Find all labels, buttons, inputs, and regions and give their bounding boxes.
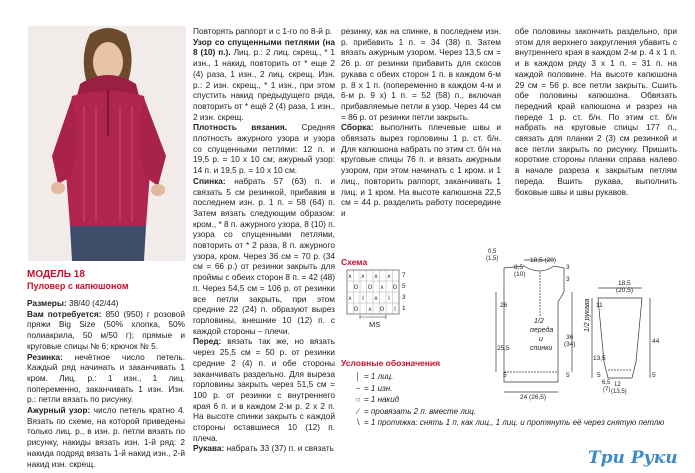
svg-text:∧: ∧ bbox=[347, 273, 353, 280]
sizes-text: 38/40 (42/44) bbox=[66, 298, 119, 308]
body-dim-top-left-2: (1,5) bbox=[486, 256, 499, 262]
svg-text:∧: ∧ bbox=[373, 273, 379, 280]
svg-text:O: O bbox=[379, 306, 385, 313]
body-dim-left-26: 26 bbox=[500, 302, 508, 309]
body-label-half: 1/2 bbox=[534, 318, 544, 325]
body-dim-shoulder-2: (10) bbox=[514, 271, 526, 278]
column-1 bbox=[27, 269, 185, 469]
svg-text:∧: ∧ bbox=[373, 295, 379, 302]
schema-title: Схема bbox=[341, 257, 368, 267]
svg-text:∧: ∧ bbox=[386, 273, 392, 280]
materials-text: 850 (950) г розовой пряжи Big Size (50% хлопка, 50% полиакрила, 50 м/50 г); прямые и круговые спицы № 6; крючок № 5. bbox=[27, 308, 185, 351]
svg-text:I: I bbox=[362, 295, 364, 302]
density-label: Плотность вязания. bbox=[193, 122, 288, 133]
legend-item-skp: ∖ = 1 протяжка: снять 1 п. как лиц., 1 лиц. и протянуть её через снятую петлю bbox=[352, 417, 664, 429]
density-paragraph bbox=[193, 122, 335, 176]
column-4 bbox=[515, 26, 677, 197]
model-title: МОДЕЛЬ 18 bbox=[27, 269, 85, 280]
assembly-label: Сборка: bbox=[341, 122, 374, 133]
yarn-over-symbol-icon: ○ bbox=[355, 395, 361, 404]
chart-row-5: 5 bbox=[402, 283, 406, 290]
body-dim-right-34: (34) bbox=[564, 341, 576, 348]
legend-item-purl: − = 1 изн. bbox=[352, 383, 664, 395]
materials-paragraph bbox=[27, 309, 185, 352]
purl-symbol-icon: − bbox=[355, 383, 361, 393]
body-dim-right-36: 36 bbox=[566, 334, 574, 341]
model-subtitle: Пуловер с капюшоном bbox=[27, 281, 129, 291]
drop-stitch-text: Лиц. р.: 2 лиц. скрещ., * 1 изн., 1 накид, повторить от * еще 2 (4) раза, 1 изн., 2 лиц. скрещ. Изн. р.: 2 изн. скрещ., * 1 изн., при этом спустить накид предыдущего ряда, повторить от * ещё 2 (4) раза, 1 изн., 2 изн. скрещ. bbox=[193, 47, 335, 122]
body-dim-right-top: 3 bbox=[566, 264, 570, 271]
sleeve-outline bbox=[598, 298, 642, 378]
drop-stitch-label: Узор со спущенными петлями (на 8 (10) п.). bbox=[193, 36, 335, 58]
svg-text:∧: ∧ bbox=[379, 284, 385, 291]
body-label-and: и bbox=[539, 336, 543, 343]
chart-row-7: 7 bbox=[402, 272, 406, 279]
sleeve-dim-bottom-1b: (7) bbox=[603, 387, 611, 393]
sleeve-label: 1/2 рукава bbox=[584, 298, 591, 332]
rib-label: Резинка: bbox=[27, 351, 63, 362]
skp-symbol-icon: ∖ bbox=[355, 418, 361, 427]
front-paragraph bbox=[193, 336, 335, 443]
sleeve-dim-right-5: 5 bbox=[652, 372, 656, 379]
back-text: набрать 57 (63) п. и связать 5 см резинкой, прибавив в последнем изн. р. 1 п. = 58 (64) п. Затем вязать следующим образом: кром., * 8 п. ажурного узора, 8 (10) п. узора со спущенными петлями, повторить от * 2 раза, 8 п. ажурного узора, кром. Через 36 см = 70 р. (34 см = 66 р.) от резинки закрыть для проймы с обеих сторон 8 п. = 42 (48) п. Через 54,5 см = 106 р. от резинки все петли закрыть, при этом средние 22 (24) п. образуют вырез горловины, внешние 10 (12) п. с каждой стороны – плечи. bbox=[193, 175, 336, 336]
sleeve-dim-bottom-1: 6,5 bbox=[602, 380, 611, 386]
svg-text:∧: ∧ bbox=[367, 306, 373, 313]
body-dim-top-left: 0,5 bbox=[488, 249, 497, 255]
body-dim-neck: 18,5 (20) bbox=[530, 257, 557, 264]
back-paragraph bbox=[193, 176, 335, 337]
sleeve-label: Рукава: bbox=[193, 443, 225, 454]
lace-text: число петель кратно 4. Вязать по схеме, на которой приведены только лиц. р., в изн. р. петли вязать по рисунку, накиды вязать изн. 1-й ряд: 2 накида подряд вязать 1-й накид изн., 2-й накид изн. скрещ. bbox=[27, 405, 185, 469]
body-dim-width: 24 (26,5) bbox=[520, 394, 547, 401]
svg-text:O: O bbox=[367, 284, 373, 291]
model-photo bbox=[28, 26, 186, 261]
lace-paragraph bbox=[27, 405, 185, 469]
column-3 bbox=[341, 26, 501, 219]
sizes-label: Размеры: bbox=[27, 298, 67, 308]
drop-stitch-paragraph bbox=[193, 37, 335, 123]
svg-text:∧: ∧ bbox=[360, 273, 366, 280]
svg-text:I: I bbox=[394, 306, 396, 313]
body-dim-shoulder: 8,5 bbox=[514, 264, 524, 271]
chart-ms-label: MS bbox=[369, 320, 381, 329]
density-text: Средняя плотность ажурного узора и узора со спущенными петлями: 12 п. и 19,5 р. = 10 х 10 см; ажурный узор: 14 п. и 19,5 р. = 10 х 10 см. bbox=[193, 122, 335, 176]
model-photo-image bbox=[28, 26, 186, 261]
sleeve-dim-top: 18,5 bbox=[618, 280, 631, 287]
rib-paragraph bbox=[27, 352, 185, 406]
sleeve-dim-left-11: 11 bbox=[596, 302, 603, 309]
svg-text:I: I bbox=[388, 295, 390, 302]
sleeve-text: набрать 33 (37) п. и связать bbox=[224, 443, 334, 454]
sleeve-dim-right-44: 44 bbox=[652, 338, 660, 345]
body-dim-left-5: 5 bbox=[503, 372, 507, 379]
k2tog-symbol-icon: ∕ bbox=[357, 406, 359, 416]
body-dim-left-255: 25,5 bbox=[497, 345, 510, 352]
body-label-front: переда bbox=[530, 327, 554, 334]
assembly-text: выполнить плечевые швы и обвязать вырез горловины 1 р. ст. б/н. Для капюшона набрать по этим ст. б/н на круговые спицы 76 п. и вязать ажурным узором, при этом начинать с 1 кром. и 1 лиц., повторить раппорт, заканчивать 1 лиц. и 1 кром. На высоте капюшона 22,5 см = 44 р. разделить работу посередине и bbox=[341, 122, 501, 218]
svg-text:O: O bbox=[392, 284, 398, 291]
svg-text:O: O bbox=[353, 306, 359, 313]
sleeve-dim-bottom-2: 12 bbox=[614, 382, 621, 388]
sleeve-dim-left-5: 5 bbox=[597, 372, 601, 379]
legend-item-knit: │ = 1 лиц. bbox=[352, 371, 664, 383]
assembly-paragraph bbox=[341, 122, 501, 218]
knit-symbol-icon: │ bbox=[355, 372, 361, 381]
chart-row-3: 3 bbox=[402, 294, 406, 301]
column-2 bbox=[193, 26, 335, 454]
materials-label: Вам потребуется: bbox=[27, 308, 102, 319]
hood-paragraph: обе половины закончить раздельно, при этом для верхнего закругления убавить с внутреннего края в каждом 2-м р. 4 х 1 п. и в каждом ряду 3 х 1 п. = 31 п. на каждой половине. На высоте капюшона 29 см = 56 р. все петли закрыть. Сшить обе половины капюшона. Обвязать передний край капюшона и разрез на переде 1 р. ст. б/н. По этим ст. б/н набрать на круговые спицы 177 п., связать для планки 2 (3) см резинкой и все петли закрыть по рисунку. Пришить короткие стороны планки справа налево в начале разреза к закрытым петлям переда. Вшить рукава, выполнить боковые швы и швы рукавов. bbox=[515, 26, 677, 197]
sleeve-dim-left-135: 13,5 bbox=[593, 355, 606, 362]
svg-text:O: O bbox=[353, 284, 359, 291]
lace-label: Ажурный узор: bbox=[27, 405, 91, 416]
svg-text:∧: ∧ bbox=[347, 295, 353, 302]
rib-text: нечётное число петель. Каждый ряд начинать и заканчивать 1 кром. Лиц. р.: 1 изн., 1 лиц. попеременно, заканчивать 1 изн. Изн. р.: петли вязать по рисунку. bbox=[27, 351, 185, 405]
sleeve-paragraph bbox=[193, 443, 335, 454]
sleeve-dim-top-2: (20,5) bbox=[616, 287, 633, 294]
legend-item-k2tog: ∕ = провязать 2 п. вместе лиц. bbox=[352, 406, 664, 418]
body-dim-right-mid: 3 bbox=[566, 276, 570, 283]
repeat-paragraph: Повторять раппорт и с 1-го по 8-й р. bbox=[193, 26, 333, 36]
front-label: Перед: bbox=[193, 336, 222, 347]
watermark: Три Руки bbox=[588, 448, 678, 468]
sleeve-continued-paragraph: резинку, как на спинке, в последнем изн. р. прибавить 1 п. = 34 (38) п. Затем вязать ажурным узором. Через 13,5 см = 26 р. от резинки прибавить для скосов рукава с обеих сторон 1 п. в каждом 6-м р. 8 х 1 п. (попеременно в каждом 4-м и 6-м р. 9 х) 1 п. = 52 (58) п., включая прибавляемые петли в узор. Через 44 см = 86 р. от резинки петли закрыть. bbox=[341, 26, 501, 122]
chart-row-1: 1 bbox=[402, 305, 406, 312]
body-label-back: спинки bbox=[530, 345, 553, 352]
legend-item-yarn-over: ○ = 1 накид bbox=[352, 394, 664, 406]
body-dim-right-5: 5 bbox=[566, 372, 570, 379]
back-label: Спинка: bbox=[193, 175, 226, 186]
sleeve-dim-bottom-2b: (13,5) bbox=[611, 389, 627, 395]
legend-title: Условные обозначения bbox=[341, 358, 441, 368]
sizes-paragraph bbox=[27, 298, 185, 309]
front-text: вязать так же, но вязать через 25,5 см = 50 р. от резинки средние 2 (4) п. и обе стороны заканчивать раздельно. Для выреза горловины закрыть через 51,5 см = 100 р. от резинки с внутреннего края 6 п. и в каждом 2-м р. 2 х 2 п. На высоте спинки закрыть с каждой стороны оставшиеся 10 (12) п. плеча. bbox=[193, 336, 335, 443]
